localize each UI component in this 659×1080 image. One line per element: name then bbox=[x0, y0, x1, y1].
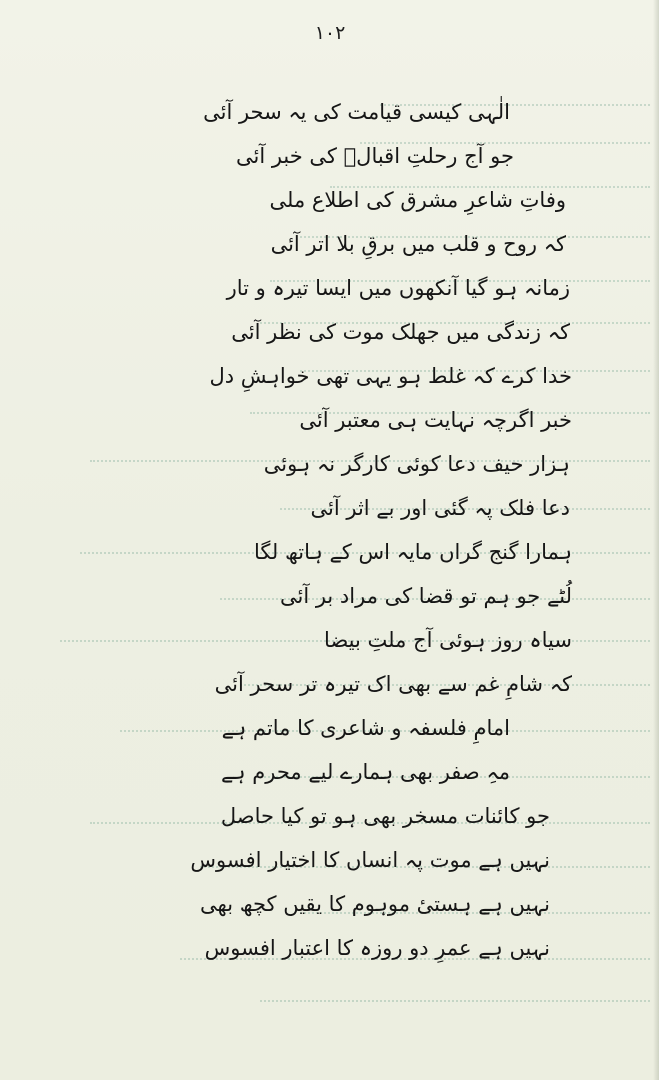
poem-line: جو کائنات مسخر بھی ہو تو کیا حاصل bbox=[220, 804, 550, 828]
poem-line: سیاہ روز ہوئی آج ملتِ بیضا bbox=[324, 628, 572, 652]
page-edge-shadow bbox=[653, 0, 659, 1080]
poem-line: کہ زندگی میں جھلک موت کی نظر آئی bbox=[231, 320, 570, 344]
poem-line: ہزار حیف دعا کوئی کارگر نہ ہوئی bbox=[263, 452, 570, 476]
poem-line: کہ روح و قلب میں برقِ بلا اتر آئی bbox=[270, 232, 566, 256]
poem-line: نہیں ہے عمرِ دو روزہ کا اعتبار افسوس bbox=[204, 936, 550, 960]
page-number: ۱۰۲ bbox=[314, 22, 346, 44]
poem-line: دعا فلک پہ گئی اور بے اثر آئی bbox=[310, 496, 570, 520]
poem-line: امامِ فلسفہ و شاعری کا ماتم ہے bbox=[221, 716, 510, 740]
poem-line: نہیں ہے ہستیٔ موہوم کا یقیں کچھ بھی bbox=[200, 892, 550, 916]
poem-line: نہیں ہے موت پہ انساں کا اختیار افسوس bbox=[190, 848, 550, 872]
poem-line: جو آج رحلتِ اقبالؒ کی خبر آئی bbox=[235, 144, 514, 168]
poem-line: لُٹے جو ہم تو قضا کی مراد بر آئی bbox=[279, 584, 572, 608]
poem-line: خبر اگرچہ نہایت ہی معتبر آئی bbox=[299, 408, 572, 432]
poem-line: الٰہی کیسی قیامت کی یہ سحر آئی bbox=[203, 100, 510, 124]
poem-line: زمانہ ہو گیا آنکھوں میں ایسا تیرہ و تار bbox=[226, 276, 570, 300]
poem-line: کہ شامِ غم سے بھی اک تیرہ تر سحر آئی bbox=[214, 672, 572, 696]
poem-line: ہمارا گنج گراں مایہ اس کے ہاتھ لگا bbox=[253, 540, 572, 564]
poem-line: خدا کرے کہ غلط ہو یہی تھی خواہشِ دل bbox=[209, 364, 572, 388]
poem-line: وفاتِ شاعرِ مشرق کی اطلاع ملی bbox=[269, 188, 566, 212]
poem-line: مہِ صفر بھی ہمارے لیے محرم ہے bbox=[220, 760, 510, 784]
